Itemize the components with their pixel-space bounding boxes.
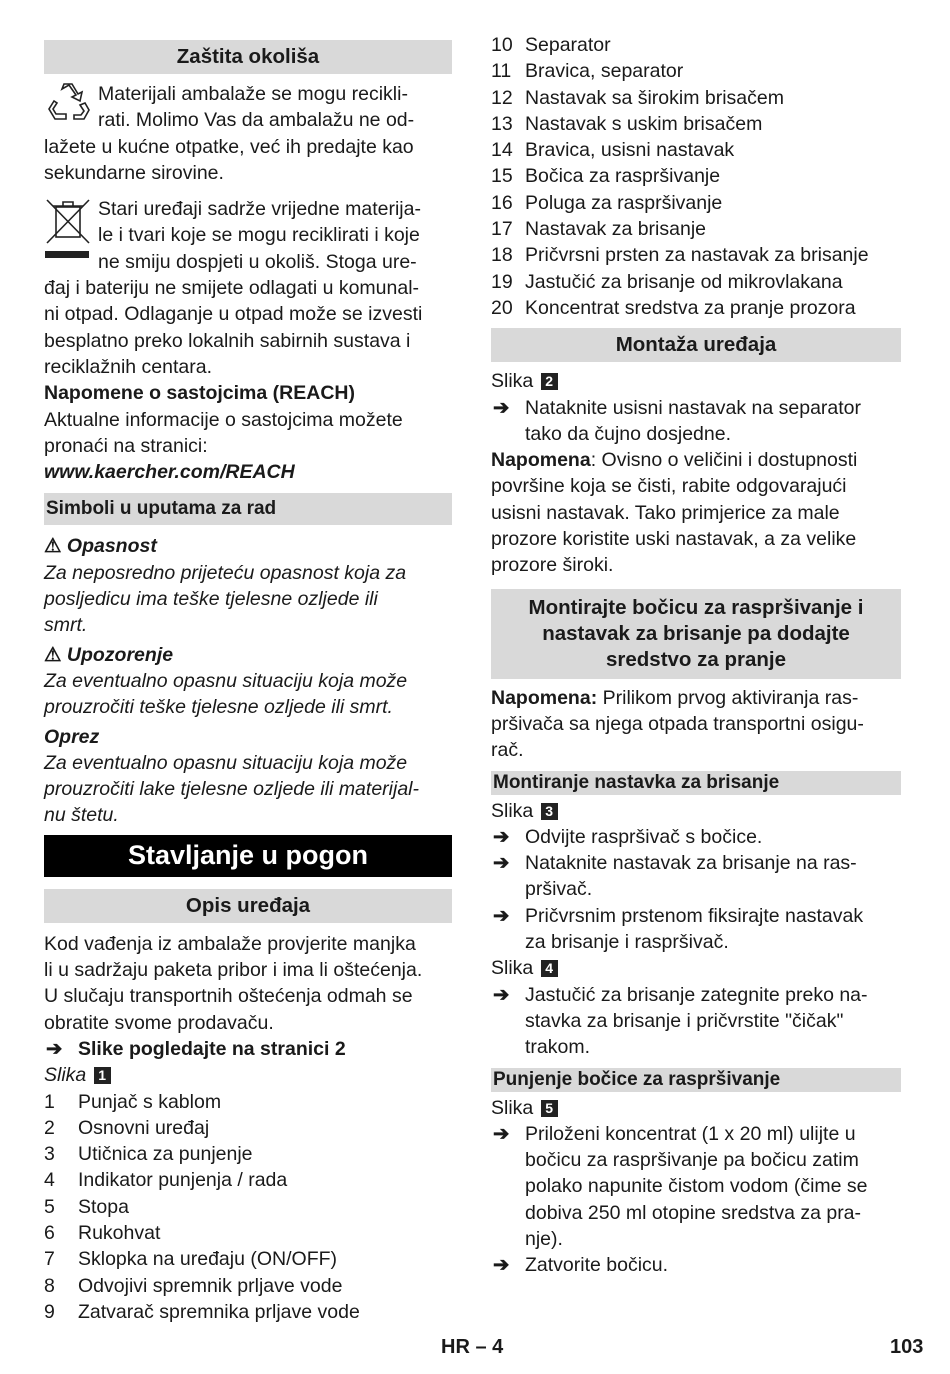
parts-list-item bbox=[491, 269, 901, 295]
parts-item-label: Sklopka na uređaju (ON/OFF) bbox=[78, 1248, 338, 1271]
section-title-mount bbox=[491, 589, 901, 679]
figure-number-badge: 5 bbox=[541, 1100, 558, 1117]
parts-item-label: Koncentrat sredstva za pranje prozora bbox=[525, 296, 856, 319]
parts-list-item bbox=[44, 1141, 452, 1167]
fill-step-2-text: Zatvorite bočicu. bbox=[525, 1254, 669, 1277]
wiper-step-4-text-2: stavka za brisanje i pričvrstite "čičak" bbox=[525, 1009, 844, 1032]
figure-label: Slika bbox=[491, 370, 534, 393]
parts-list-item bbox=[44, 1167, 452, 1193]
parts-list-item bbox=[44, 1273, 452, 1299]
parts-item-label: Poluga za raspršivanje bbox=[525, 191, 723, 214]
recycle-text-4: sekundarne sirovine. bbox=[44, 161, 224, 184]
recycle-block bbox=[44, 81, 452, 186]
mount-title-2: nastavak za brisanje pa dodajte bbox=[542, 621, 850, 645]
danger-title: Opasnost bbox=[66, 535, 157, 558]
arrow-right-icon: ➔ bbox=[493, 1254, 510, 1277]
wiper-step-4-text-1: Jastučić za brisanje zategnite preko na- bbox=[525, 983, 868, 1006]
fill-step-1-text-2: bočicu za raspršivanje pa bočicu zatim bbox=[525, 1149, 859, 1172]
recycle-text-2: rati. Molimo Vas da ambalažu ne od- bbox=[98, 109, 415, 132]
mount-note-1 bbox=[491, 685, 901, 711]
wiper-step-2-text-1: Nataknite nastavak za brisanje na ras- bbox=[525, 852, 857, 875]
weee-block bbox=[44, 196, 452, 380]
section-title-assembly: Montaža uređaja bbox=[491, 328, 901, 362]
arrow-right-icon: ➔ bbox=[493, 904, 510, 927]
fill-step-1-text-1: Priloženi koncentrat (1 x 20 ml) ulijte u bbox=[525, 1122, 856, 1145]
parts-item-number: 18 bbox=[491, 244, 513, 267]
footer-page-number: 103 bbox=[890, 1336, 924, 1358]
parts-item-number: 6 bbox=[44, 1221, 55, 1244]
warning-title: Upozorenje bbox=[66, 643, 174, 666]
left-column bbox=[44, 32, 452, 1325]
danger-heading bbox=[44, 533, 452, 559]
figure-number-badge: 4 bbox=[541, 960, 558, 977]
recycle-text-1: Materijali ambalaže se mogu recikli- bbox=[98, 83, 408, 105]
parts-list-item bbox=[491, 111, 901, 137]
note-label: Napomena: bbox=[491, 686, 598, 709]
parts-list-item bbox=[44, 1220, 452, 1246]
weee-text-1: Stari uređaji sadrže vrijedne materija- bbox=[98, 198, 421, 221]
desc-text-4: obratite svome prodavaču. bbox=[44, 1011, 274, 1034]
parts-item-number: 8 bbox=[44, 1274, 55, 1297]
assembly-step-text-2: tako da čujno dosjedne. bbox=[525, 422, 731, 445]
parts-list-item bbox=[44, 1089, 452, 1115]
right-column bbox=[491, 32, 901, 1279]
parts-item-number: 7 bbox=[44, 1248, 55, 1271]
parts-item-number: 9 bbox=[44, 1300, 55, 1323]
parts-item-label: Nastavak s uskim brisačem bbox=[525, 112, 763, 135]
assembly-note-1 bbox=[491, 447, 901, 473]
parts-list-item bbox=[44, 1115, 452, 1141]
parts-item-number: 4 bbox=[44, 1169, 55, 1192]
recycle-text-3: lažete u kućne otpatke, već ih predajte kao bbox=[44, 135, 414, 158]
parts-item-label: Separator bbox=[525, 34, 611, 56]
reach-text-1: Aktualne informacije o sastojcima možete bbox=[44, 408, 403, 431]
parts-list-item bbox=[44, 1194, 452, 1220]
arrow-right-icon: ➔ bbox=[493, 983, 510, 1006]
parts-list-item bbox=[44, 1299, 452, 1325]
note-label: Napomena bbox=[491, 449, 591, 472]
figure-ref-5 bbox=[491, 1095, 901, 1121]
parts-item-label: Stopa bbox=[78, 1195, 129, 1218]
parts-item-number: 3 bbox=[44, 1143, 55, 1166]
section-title-environment: Zaštita okoliša bbox=[44, 40, 452, 74]
parts-item-number: 19 bbox=[491, 270, 513, 293]
warning-heading bbox=[44, 642, 452, 668]
parts-list-item bbox=[491, 295, 901, 321]
parts-item-number: 1 bbox=[44, 1090, 55, 1113]
note-text: Prilikom prvog aktiviranja ras- bbox=[597, 686, 859, 709]
reach-title: Napomene o sastojcima (REACH) bbox=[44, 382, 355, 405]
caution-title: Oprez bbox=[44, 725, 100, 748]
caution-text-1: Za eventualno opasnu situaciju koja može bbox=[44, 751, 408, 774]
chapter-title-start: Stavljanje u pogon bbox=[44, 835, 452, 877]
warning-triangle-icon: ⚠ bbox=[44, 535, 62, 558]
parts-list-item bbox=[491, 163, 901, 189]
wiper-step-3-text-2: za brisanje i raspršivač. bbox=[525, 931, 729, 954]
parts-item-number: 14 bbox=[491, 139, 513, 162]
arrow-right-icon: ➔ bbox=[493, 852, 510, 875]
parts-item-label: Nastavak sa širokim brisačem bbox=[525, 86, 784, 109]
parts-list-right bbox=[491, 32, 901, 321]
fill-step-2 bbox=[491, 1252, 901, 1278]
parts-item-label: Pričvrsni prsten za nastavak za brisanje bbox=[525, 244, 869, 267]
assembly-note-5: prozore široki. bbox=[491, 554, 614, 577]
weee-text-3: ne smiju dospjeti u okoliš. Stoga ure- bbox=[98, 250, 417, 273]
parts-list-left bbox=[44, 1089, 452, 1326]
parts-item-label: Zatvarač spremnika prljave vode bbox=[78, 1300, 360, 1323]
warning-text-1: Za eventualno opasnu situaciju koja može bbox=[44, 669, 408, 692]
parts-item-label: Nastavak za brisanje bbox=[525, 218, 707, 241]
parts-item-label: Indikator punjenja / rada bbox=[78, 1169, 288, 1192]
desc-text-2: li u sadržaju paketa pribor i ima li oštećenja. bbox=[44, 959, 423, 982]
weee-text-2: le i tvari koje se mogu reciklirati i koje bbox=[98, 224, 420, 247]
caution-text-3: nu štetu. bbox=[44, 804, 119, 827]
section-title-wiper: Montiranje nastavka za brisanje bbox=[491, 771, 901, 795]
fill-step-1-text-3: polako napunite čistom vodom (čime se bbox=[525, 1175, 868, 1198]
parts-item-number: 16 bbox=[491, 191, 513, 214]
assembly-note-3: usisni nastavak. Tako primjerice za male bbox=[491, 501, 840, 524]
note-text: : Ovisno o veličini i dostupnosti bbox=[590, 449, 858, 472]
parts-list-item bbox=[491, 137, 901, 163]
parts-item-number: 2 bbox=[44, 1116, 55, 1139]
reach-text-2: pronaći na stranici: bbox=[44, 434, 208, 457]
parts-item-number: 12 bbox=[491, 86, 513, 109]
weee-text-7: reciklažnih centara. bbox=[44, 355, 212, 378]
recycle-icon bbox=[44, 81, 94, 131]
figure-number-badge: 2 bbox=[541, 373, 558, 390]
assembly-step-text-1: Nataknite usisni nastavak na separator bbox=[525, 396, 862, 419]
see-pictures-text: Slike pogledajte na stranici 2 bbox=[78, 1037, 346, 1060]
parts-item-label: Utičnica za punjenje bbox=[78, 1143, 253, 1166]
see-pictures-line bbox=[44, 1036, 452, 1062]
wiper-step-4-text-3: trakom. bbox=[525, 1036, 591, 1059]
parts-item-label: Osnovni uređaj bbox=[78, 1116, 210, 1139]
parts-list-item bbox=[491, 190, 901, 216]
wiper-step-2 bbox=[491, 850, 901, 903]
parts-item-number: 15 bbox=[491, 165, 513, 188]
parts-list-item bbox=[491, 85, 901, 111]
wiper-step-4 bbox=[491, 982, 901, 1061]
fill-step-1 bbox=[491, 1121, 901, 1252]
warning-text-2: prouzročiti teške tjelesne ozljede ili smrt. bbox=[44, 696, 393, 719]
caution-text-2: prouzročiti lake tjelesne ozljede ili materijal- bbox=[44, 778, 419, 801]
mount-note-2: pršivača sa njega otpada transportni osigu- bbox=[491, 712, 864, 735]
parts-item-label: Bočica za raspršivanje bbox=[525, 165, 721, 188]
parts-list-item bbox=[491, 242, 901, 268]
figure-number-badge: 3 bbox=[541, 803, 558, 820]
warning-triangle-icon: ⚠ bbox=[44, 643, 62, 666]
mount-title-1: Montirajte bočicu za raspršivanje i bbox=[528, 595, 864, 619]
wiper-step-1-text: Odvijte raspršivač s bočice. bbox=[525, 825, 763, 848]
parts-item-label: Rukohvat bbox=[78, 1221, 161, 1244]
arrow-right-icon: ➔ bbox=[46, 1037, 63, 1060]
parts-item-number: 13 bbox=[491, 112, 513, 135]
desc-text-3: U slučaju transportnih oštećenja odmah se bbox=[44, 985, 413, 1008]
figure-ref-1 bbox=[44, 1062, 452, 1088]
section-title-fill: Punjenje bočice za raspršivanje bbox=[491, 1068, 901, 1092]
wiper-step-3 bbox=[491, 903, 901, 956]
weee-text-5: ni otpad. Odlaganje u otpad može se izvesti bbox=[44, 303, 423, 326]
figure-label: Slika bbox=[491, 957, 534, 980]
figure-ref-4 bbox=[491, 955, 901, 981]
arrow-right-icon: ➔ bbox=[493, 825, 510, 848]
section-title-description: Opis uređaja bbox=[44, 889, 452, 923]
desc-text-1: Kod vađenja iz ambalaže provjerite manjka bbox=[44, 932, 416, 955]
danger-text-1: Za neposredno prijeteću opasnost koja za bbox=[44, 561, 407, 584]
figure-label: Slika bbox=[491, 1096, 534, 1119]
assembly-step bbox=[491, 395, 901, 448]
parts-item-number: 17 bbox=[491, 218, 513, 241]
weee-text-6: besplatno preko lokalnih sabirnih sustava i bbox=[44, 329, 411, 352]
parts-list-item bbox=[44, 1246, 452, 1272]
mount-title-3: sredstvo za pranje bbox=[605, 647, 786, 671]
parts-item-number: 5 bbox=[44, 1195, 55, 1218]
arrow-right-icon: ➔ bbox=[493, 1122, 510, 1145]
parts-list-item bbox=[491, 216, 901, 242]
wiper-step-1 bbox=[491, 824, 901, 850]
footer-language-page: HR – 4 bbox=[441, 1336, 504, 1358]
parts-item-label: Odvojivi spremnik prljave vode bbox=[78, 1274, 343, 1297]
parts-item-label: Bravica, usisni nastavak bbox=[525, 139, 735, 162]
parts-list-item bbox=[491, 58, 901, 84]
parts-item-number: 11 bbox=[491, 60, 512, 83]
parts-item-label: Bravica, separator bbox=[525, 60, 684, 83]
figure-label: Slika bbox=[44, 1064, 87, 1087]
parts-item-label: Punjač s kablom bbox=[78, 1090, 222, 1113]
weee-text-4: đaj i bateriju ne smijete odlagati u komunal- bbox=[44, 277, 420, 300]
parts-item-number: 10 bbox=[491, 34, 513, 56]
section-title-symbols: Simboli u uputama za rad bbox=[44, 493, 452, 525]
figure-label: Slika bbox=[491, 799, 534, 822]
figure-ref-3 bbox=[491, 798, 901, 824]
danger-text-3: smrt. bbox=[44, 614, 88, 637]
parts-item-label: Jastučić za brisanje od mikrovlakana bbox=[525, 270, 843, 293]
description-block bbox=[44, 931, 452, 1036]
arrow-right-icon: ➔ bbox=[493, 396, 510, 419]
parts-list-item bbox=[491, 32, 901, 58]
crossed-bin-icon bbox=[44, 196, 94, 262]
danger-text-2: posljedicu ima teške tjelesne ozljede ili bbox=[44, 588, 378, 611]
figure-ref-2 bbox=[491, 368, 901, 394]
assembly-note-4: prozore koristite uski nastavak, a za velike bbox=[491, 528, 857, 551]
assembly-note-2: površine koja se čisti, rabite odgovarajući bbox=[491, 475, 847, 498]
reach-url[interactable]: www.kaercher.com/REACH bbox=[44, 461, 295, 484]
mount-note-3: rač. bbox=[491, 739, 524, 762]
wiper-step-2-text-2: pršivač. bbox=[525, 878, 593, 901]
wiper-step-3-text-1: Pričvrsnim prstenom fiksirajte nastavak bbox=[525, 904, 864, 927]
fill-step-1-text-5: nje). bbox=[525, 1227, 563, 1250]
parts-item-number: 20 bbox=[491, 296, 513, 319]
figure-number-badge: 1 bbox=[94, 1067, 111, 1084]
fill-step-1-text-4: dobiva 250 ml otopine sredstva za pra- bbox=[525, 1201, 862, 1224]
